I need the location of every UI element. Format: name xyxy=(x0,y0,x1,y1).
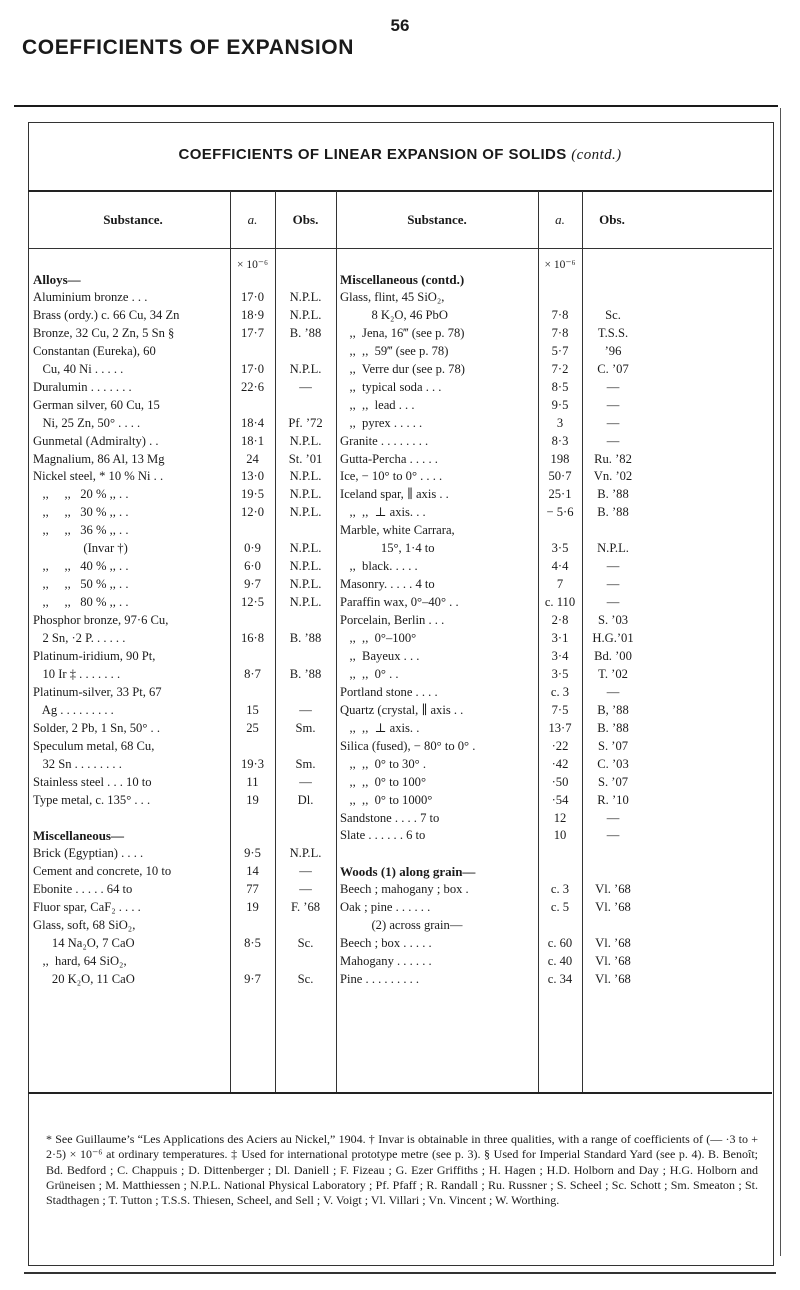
coefficient-value: 77 xyxy=(246,882,259,897)
substance-name: ,, ,, 20 % ,, . . xyxy=(33,487,129,502)
column-header-a: a. xyxy=(555,212,565,227)
observer-reference: N.P.L. xyxy=(289,469,322,484)
observer-reference: F. ’68 xyxy=(290,900,321,915)
coefficient-value: 9·5 xyxy=(551,397,569,412)
coefficient-value: c. 3 xyxy=(550,684,570,699)
coefficient-value: 17·0 xyxy=(240,361,265,376)
coefficient-value: 18·1 xyxy=(240,433,265,448)
substance-name: Cu, 40 Ni . . . . . xyxy=(33,361,124,376)
substance-name: 20 K₂O, 11 CaO xyxy=(33,972,135,987)
coefficient-value: c. 3 xyxy=(550,882,570,897)
section-heading: Woods (1) along grain— xyxy=(340,864,476,880)
coefficient-value: 3·1 xyxy=(551,631,569,645)
substance-name: Glass, flint, 45 SiO₂, xyxy=(340,289,445,304)
substance-name: Gutta-Percha . . . . . xyxy=(340,451,438,466)
observer-reference: B. ’88 xyxy=(289,631,322,645)
coefficient-value: 16·8 xyxy=(240,631,265,645)
column-header-substance: Substance. xyxy=(103,212,163,227)
substance-name: ,, ,, 40 % ,, . . xyxy=(33,559,129,574)
substance-name: ,, ,, 80 % ,, . . xyxy=(33,595,129,610)
coefficient-value: 15 xyxy=(246,702,259,717)
observer-reference: T.S.S. xyxy=(597,325,629,340)
substance-name: ,, ,, 0° . . xyxy=(340,666,399,681)
coefficient-value: 3·4 xyxy=(551,648,569,663)
observer-reference: — xyxy=(606,595,620,610)
substance-name: Beech ; box . . . . . xyxy=(340,936,432,951)
substance-name: Slate . . . . . . 6 to xyxy=(340,828,426,843)
substance-name: Ebonite . . . . . 64 to xyxy=(33,882,133,897)
observer-reference: C. ’03 xyxy=(597,756,629,771)
substance-name: Speculum metal, 68 Cu, xyxy=(33,738,155,753)
footnote: * See Guillaume’s “Les Applications des Aciers au Nickel,” 1904. † Invar is obtainable in three qualities, with a range of coefficients of (— ·3 to + 2·5) × 10⁻⁶ at ordinary temperatures. ‡ Used for international prototype metre (see p. 3). § Used for Imperial Standard Yard (see p. 4). B. Benoît; Bd. Bedford ; C. Chappuis ; D. Dittenberger ; Dl. Daniell ; F. Fizeau ; G. Ezer Griffiths ; H. Hagen ; H.D. Holborn and Day ; H.G. Holborn and Grüneisen ; M. Matthiessen ; N.P.L. National Physical Laboratory ; Pf. Pfaff ; R. Randall ; Ru. Russner ; S. Scheel ; Sc. Schott ; Sm. Smeaton ; St. Stadthagen ; T. Tutton ; T.S.S. Thiesen, Scheel, and Sell ; V. Voigt ; Vl. Villari ; Vn. Vincent ; W. Worthing. xyxy=(46,1132,758,1208)
coefficient-value: 9·5 xyxy=(244,846,261,861)
substance-name: Solder, 2 Pb, 1 Sn, 50° . . xyxy=(33,720,160,735)
coefficient-value: 12·0 xyxy=(240,505,265,520)
observer-reference: S. ’07 xyxy=(597,774,629,789)
coefficient-value: 14 xyxy=(246,864,259,879)
observer-reference: Sc. xyxy=(297,936,314,951)
column-header-obs: Obs. xyxy=(292,212,319,227)
substance-name: ,, Verre dur (see p. 78) xyxy=(340,361,465,376)
observer-reference: N.P.L. xyxy=(289,505,322,520)
substance-name: Iceland spar, ∥ axis . . xyxy=(340,487,449,502)
coefficient-value: 0·9 xyxy=(244,541,261,556)
coefficient-value: 3·5 xyxy=(551,666,569,681)
observer-reference: N.P.L. xyxy=(289,595,322,610)
observer-reference: — xyxy=(299,882,312,897)
coefficient-value: 8·5 xyxy=(551,379,569,394)
substance-name: Marble, white Carrara, xyxy=(340,523,455,538)
coefficient-value: 12·5 xyxy=(240,595,265,610)
substance-name: 14 Na₂O, 7 CaO xyxy=(33,936,135,951)
substance-name: (Invar †) xyxy=(33,541,128,556)
coefficient-value: 3 xyxy=(556,415,564,430)
observer-reference: N.P.L. xyxy=(597,541,629,556)
coefficient-value: 25·1 xyxy=(548,487,572,502)
substance-name: ,, ,, 36 % ,, . . xyxy=(33,523,129,538)
coefficient-value: 17·0 xyxy=(240,289,265,304)
section-heading: Miscellaneous— xyxy=(33,828,124,844)
observer-reference: — xyxy=(299,379,312,394)
observer-reference: Dl. xyxy=(297,792,314,807)
substance-name: Ni, 25 Zn, 50° . . . . xyxy=(33,415,141,430)
coefficient-value: c. 110 xyxy=(544,595,576,610)
running-head: COEFFICIENTS OF EXPANSION xyxy=(22,36,354,59)
substance-name: Duralumin . . . . . . . xyxy=(33,379,132,394)
coefficient-value: 9·7 xyxy=(244,972,261,987)
substance-name: 15°, 1·4 to xyxy=(340,541,435,556)
observer-reference: ’96 xyxy=(604,343,622,358)
column-header-a: a. xyxy=(247,212,258,227)
observer-reference: Ru. ’82 xyxy=(594,451,632,466)
coefficient-value: 9·7 xyxy=(244,577,261,592)
observer-reference: — xyxy=(606,559,620,574)
units-label: × 10⁻⁶ xyxy=(237,259,268,271)
coefficient-value: 7·5 xyxy=(551,702,569,717)
coefficient-value: 25 xyxy=(246,720,259,735)
substance-name: Quartz (crystal, ∥ axis . . xyxy=(340,702,464,717)
coefficient-value: 18·4 xyxy=(240,415,265,430)
substance-name: ,, ,, ⊥ axis. . . xyxy=(340,505,426,520)
observer-reference: — xyxy=(299,774,312,789)
substance-name: German silver, 60 Cu, 15 xyxy=(33,397,160,412)
coefficient-value: ·54 xyxy=(551,792,569,807)
observer-reference: — xyxy=(299,702,312,717)
table-title-text: COEFFICIENTS OF LINEAR EXPANSION OF SOLIDS xyxy=(178,146,567,163)
substance-name: Beech ; mahogany ; box . xyxy=(340,882,469,897)
observer-reference: B. ’88 xyxy=(597,487,629,502)
observer-reference: — xyxy=(299,864,312,879)
observer-reference: N.P.L. xyxy=(289,289,322,304)
observer-reference: C. ’07 xyxy=(597,361,629,376)
observer-reference: Vl. ’68 xyxy=(595,954,631,969)
substance-name: ,, Jena, 16‴ (see p. 78) xyxy=(340,325,465,340)
observer-reference: — xyxy=(606,415,620,430)
coefficient-value: 24 xyxy=(246,451,259,466)
coefficient-value: 7·2 xyxy=(551,361,569,376)
observer-reference: N.P.L. xyxy=(289,361,322,376)
table-title-suffix: (contd.) xyxy=(571,147,622,163)
substance-name: Porcelain, Berlin . . . xyxy=(340,613,445,628)
table-bottom-rule xyxy=(28,1092,772,1094)
observer-reference: B. ’88 xyxy=(289,666,322,681)
substance-name: ,, Bayeux . . . xyxy=(340,648,420,663)
substance-name: ,, ,, 59‴ (see p. 78) xyxy=(340,343,449,358)
header-rule xyxy=(14,105,778,107)
coefficient-value: 12 xyxy=(553,810,567,825)
coefficient-value: c. 60 xyxy=(547,936,573,951)
frame-edge-bottom xyxy=(24,1272,776,1274)
substance-name: Fluor spar, CaF₂ . . . . xyxy=(33,900,141,915)
coefficient-value: 18·9 xyxy=(240,307,265,322)
substance-name: Magnalium, 86 Al, 13 Mg xyxy=(33,451,165,466)
substance-name: Portland stone . . . . xyxy=(340,684,438,699)
substance-name: Masonry. . . . . 4 to xyxy=(340,577,435,592)
coefficient-value: 10 xyxy=(553,828,567,843)
observer-reference: N.P.L. xyxy=(289,577,322,592)
observer-reference: Sm. xyxy=(295,756,316,771)
observer-reference: St. ’01 xyxy=(288,451,323,466)
substance-name: (2) across grain— xyxy=(340,918,463,933)
observer-reference: S. ’07 xyxy=(597,738,629,753)
coefficient-value: 13·7 xyxy=(548,720,572,735)
coefficient-value: 7·8 xyxy=(551,307,569,322)
coefficient-value: 8·5 xyxy=(244,936,261,951)
substance-name: Platinum-silver, 33 Pt, 67 xyxy=(33,684,162,699)
coefficient-value: 19 xyxy=(246,792,259,807)
substance-name: ,, ,, 30 % ,, . . xyxy=(33,505,129,520)
column-header-rule xyxy=(28,248,772,249)
substance-name: ,, ,, ⊥ axis. . xyxy=(340,720,420,735)
coefficient-value: 19·5 xyxy=(240,487,265,502)
substance-name: Ice, − 10° to 0° . . . . xyxy=(340,469,443,484)
units-label: × 10⁻⁶ xyxy=(544,259,576,271)
section-heading: Alloys— xyxy=(33,272,81,287)
substance-name: Oak ; pine . . . . . . xyxy=(340,900,431,915)
substance-name: 2 Sn, ·2 P. . . . . . xyxy=(33,631,126,645)
frame-edge-right xyxy=(780,108,781,1256)
substance-name: Ag . . . . . . . . . xyxy=(33,702,114,717)
observer-reference: B. ’88 xyxy=(597,720,629,735)
observer-reference: N.P.L. xyxy=(289,433,322,448)
coefficient-value: 7·8 xyxy=(551,325,569,340)
observer-reference: B. ’88 xyxy=(597,505,629,520)
observer-reference: Vn. ’02 xyxy=(593,469,633,484)
coefficient-value: 22·6 xyxy=(240,379,265,394)
substance-name: Brass (ordy.) c. 66 Cu, 34 Zn xyxy=(33,307,180,322)
substance-name: 10 Ir ‡ . . . . . . . xyxy=(33,666,121,681)
coefficient-value: ·50 xyxy=(551,774,569,789)
observer-reference: N.P.L. xyxy=(289,307,322,322)
observer-reference: N.P.L. xyxy=(289,846,322,861)
substance-name: ,, pyrex . . . . . xyxy=(340,415,423,430)
substance-name: ,, typical soda . . . xyxy=(340,379,442,394)
observer-reference: Vl. ’68 xyxy=(595,972,631,987)
substance-name: Paraffin wax, 0°–40° . . xyxy=(340,595,459,610)
column-header-substance: Substance. xyxy=(407,212,467,227)
observer-reference: Vl. ’68 xyxy=(595,882,631,897)
page-number: 56 xyxy=(390,16,410,35)
coefficient-value: 2·8 xyxy=(551,613,569,628)
substance-name: ,, black. . . . . xyxy=(340,559,418,574)
substance-name: Constantan (Eureka), 60 xyxy=(33,343,156,358)
substance-name: ,, ,, lead . . . xyxy=(340,397,415,412)
coefficient-value: 19·3 xyxy=(240,756,265,771)
observer-reference: B, ’88 xyxy=(597,702,629,717)
coefficient-value: 4·4 xyxy=(551,559,569,574)
substance-name: ,, ,, 0° to 30° . xyxy=(340,756,426,771)
coefficient-value: 6·0 xyxy=(244,559,261,574)
observer-reference: H.G.’01 xyxy=(592,631,634,645)
substance-name: Sandstone . . . . 7 to xyxy=(340,810,440,825)
section-heading: Miscellaneous (contd.) xyxy=(340,272,465,287)
substance-name: Gunmetal (Admiralty) . . xyxy=(33,433,159,448)
coefficient-value: c. 5 xyxy=(550,900,570,915)
observer-reference: Bd. ’00 xyxy=(594,648,632,663)
substance-name: Aluminium bronze . . . xyxy=(33,289,148,304)
substance-name: Bronze, 32 Cu, 2 Zn, 5 Sn § xyxy=(33,325,175,340)
coefficient-value: 8·7 xyxy=(244,666,261,681)
substance-name: Nickel steel, * 10 % Ni . . xyxy=(33,469,164,484)
substance-name: ,, ,, 50 % ,, . . xyxy=(33,577,129,592)
observer-reference: — xyxy=(606,828,620,843)
observer-reference: — xyxy=(606,810,620,825)
coefficient-value: 17·7 xyxy=(240,325,265,340)
observer-reference: Pf. ’72 xyxy=(288,415,323,430)
coefficient-value: 11 xyxy=(246,774,259,789)
substance-name: Glass, soft, 68 SiO₂, xyxy=(33,918,136,933)
observer-reference: N.P.L. xyxy=(289,487,322,502)
substance-name: Stainless steel . . . 10 to xyxy=(33,774,152,789)
substance-name: 32 Sn . . . . . . . . xyxy=(33,756,122,771)
column-header-obs: Obs. xyxy=(599,212,625,227)
substance-name: ,, ,, 0° to 100° xyxy=(340,774,426,789)
observer-reference: T. ’02 xyxy=(598,666,628,681)
observer-reference: N.P.L. xyxy=(289,541,322,556)
observer-reference: Sc. xyxy=(605,307,621,322)
coefficient-value: ·22 xyxy=(551,738,569,753)
observer-reference: — xyxy=(606,684,620,699)
substance-name: Granite . . . . . . . . xyxy=(340,433,429,448)
substance-name: ,, ,, 0°–100° xyxy=(340,631,417,645)
table-top-rule xyxy=(28,190,772,192)
coefficient-value: 7 xyxy=(556,577,564,592)
observer-reference: Vl. ’68 xyxy=(595,900,631,915)
substance-name: Phosphor bronze, 97·6 Cu, xyxy=(33,613,169,628)
observer-reference: Sc. xyxy=(297,972,314,987)
observer-reference: Sm. xyxy=(295,720,316,735)
coefficient-value: 19 xyxy=(246,900,259,915)
observer-reference: B. ’88 xyxy=(289,325,322,340)
coefficient-value: 3·5 xyxy=(551,541,569,556)
substance-name: 8 K₂O, 46 PbO xyxy=(340,307,448,322)
observer-reference: — xyxy=(606,379,620,394)
substance-name: Type metal, c. 135° . . . xyxy=(33,792,151,807)
coefficient-value: c. 40 xyxy=(547,954,573,969)
substance-name: ,, hard, 64 SiO₂, xyxy=(33,954,127,969)
coefficient-value: 198 xyxy=(550,451,570,466)
observer-reference: — xyxy=(606,397,620,412)
coefficient-value: 50·7 xyxy=(548,469,572,484)
substance-name: Platinum-iridium, 90 Pt, xyxy=(33,648,156,663)
substance-name: Cement and concrete, 10 to xyxy=(33,864,172,879)
substance-name: Brick (Egyptian) . . . . xyxy=(33,846,144,861)
observer-reference: — xyxy=(606,433,620,448)
coefficient-value: 13·0 xyxy=(240,469,265,484)
coefficient-value: − 5·6 xyxy=(546,505,574,520)
substance-name: Mahogany . . . . . . xyxy=(340,954,432,969)
coefficient-value: 5·7 xyxy=(551,343,569,358)
table-title xyxy=(0,146,800,164)
observer-reference: Vl. ’68 xyxy=(595,936,631,951)
observer-reference: N.P.L. xyxy=(289,559,322,574)
coefficient-value: c. 34 xyxy=(547,972,573,987)
observer-reference: — xyxy=(606,577,620,592)
substance-name: Pine . . . . . . . . . xyxy=(340,972,420,987)
column-divider-center xyxy=(336,191,337,1092)
observer-reference: S. ’03 xyxy=(597,613,629,628)
coefficient-value: 8·3 xyxy=(551,433,569,448)
coefficient-value: ·42 xyxy=(551,756,569,771)
substance-name: ,, ,, 0° to 1000° xyxy=(340,792,433,807)
substance-name: Silica (fused), − 80° to 0° . xyxy=(340,738,476,753)
observer-reference: R. ’10 xyxy=(597,792,629,807)
